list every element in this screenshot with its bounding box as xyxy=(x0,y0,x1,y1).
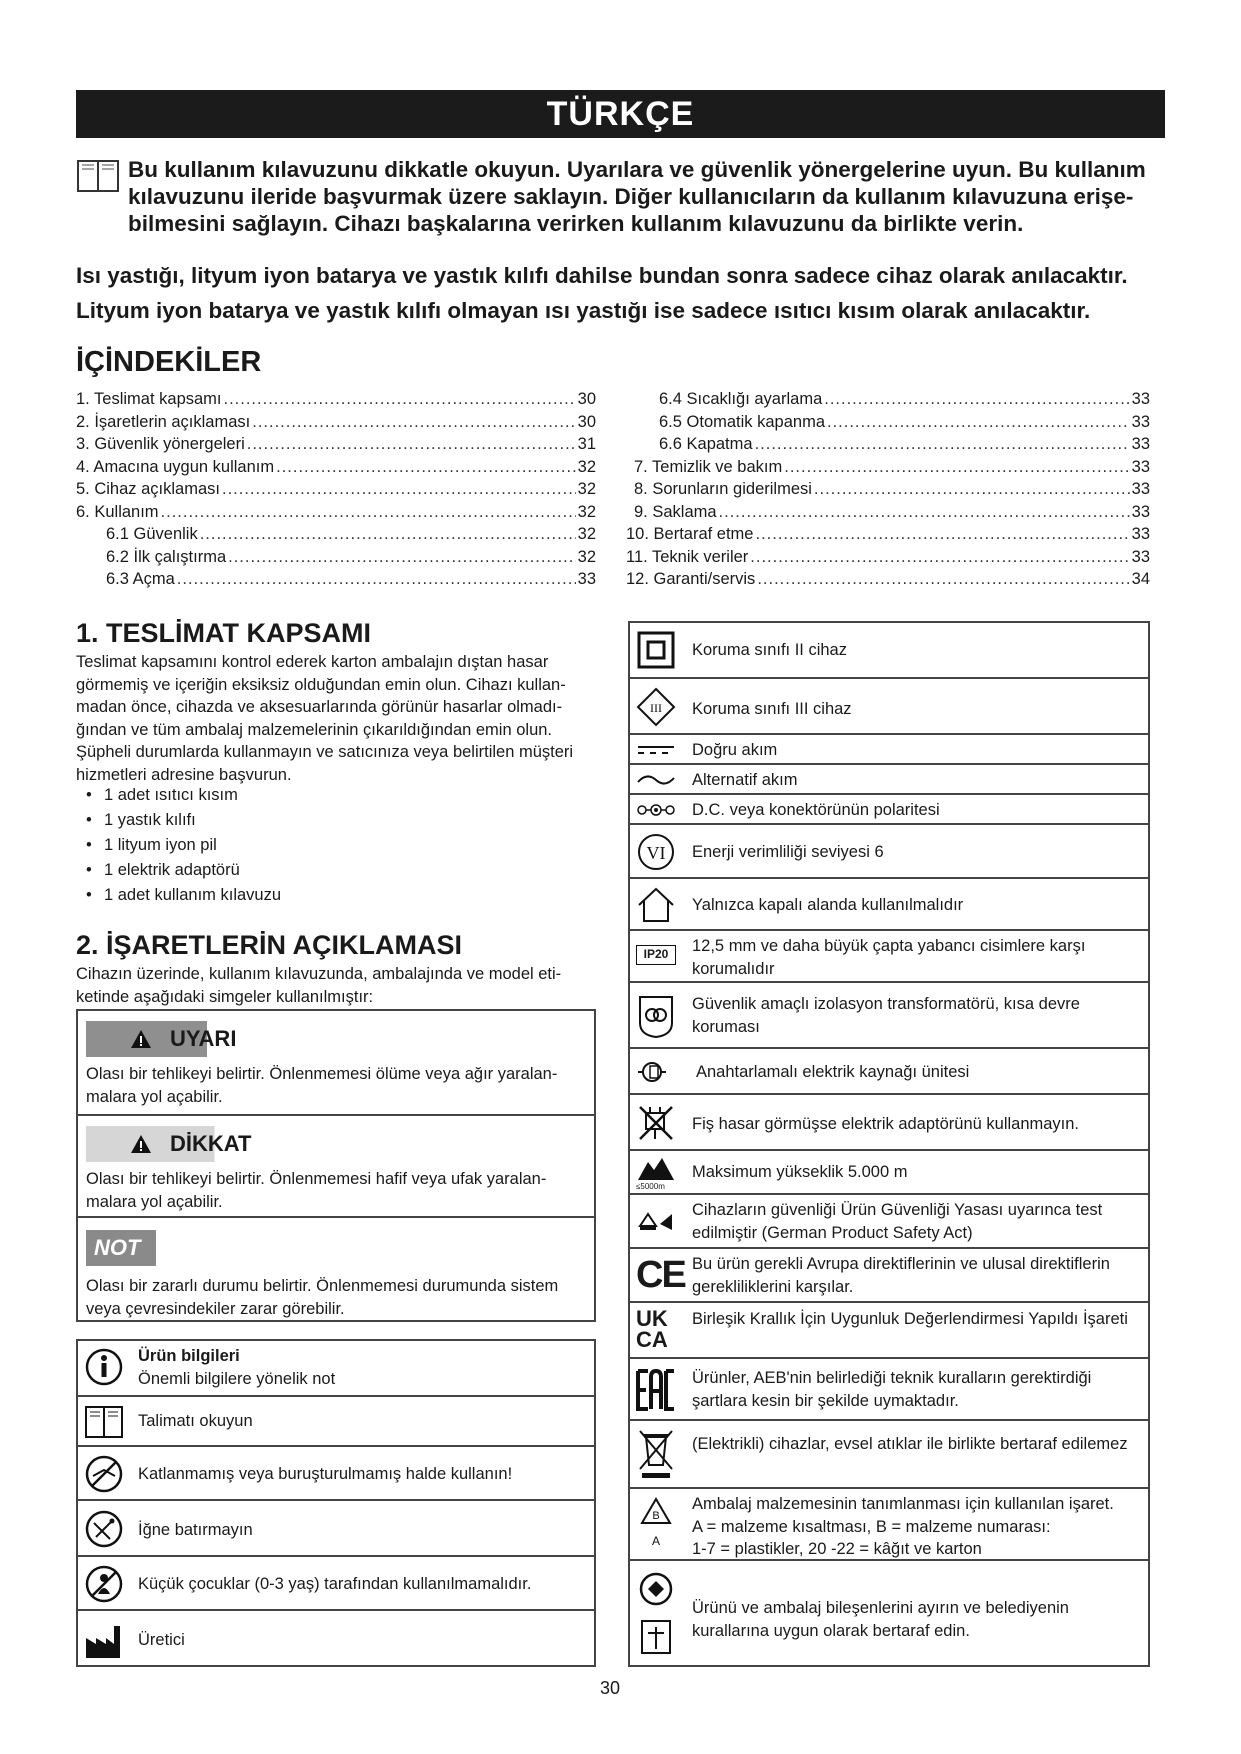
separate-disposal-icon xyxy=(636,1569,676,1659)
note-text: Olası bir zararlı durumu belirtir. Önlenmemesi durumunda sistem veya çevresindekiler zarar görebilir. xyxy=(86,1277,559,1318)
symbol-row-smps xyxy=(630,1047,1148,1093)
symbol-row-transformer xyxy=(630,981,1148,1047)
intro-block xyxy=(76,156,1165,237)
delivery-list-item: • 1 elektrik adaptörü xyxy=(86,858,281,883)
svg-text:A: A xyxy=(651,1534,661,1548)
damaged-text: Fiş hasar görmüşse elektrik adaptörünü kullanmayın. xyxy=(692,1115,1080,1133)
info-title: Ürün bilgileri xyxy=(138,1347,240,1365)
polarity-text: D.C. veya konektörünün polaritesi xyxy=(692,801,940,819)
intro-text: Bu kullanım kılavuzunu dikkatle okuyun. Uyarılara ve güvenlik yönergelerine uyun. Bu kullanım kılavuzunu ileride başvurmak üzere saklayın. Diğer kullanıcıların da kullanım kılavuzuna erişe-bilmesini sağlayın. Cihazı başkalarına verirken kullanım kılavuzunu da birlikte verin. xyxy=(128,157,1146,236)
altitude-mountain-icon xyxy=(636,1154,676,1182)
caution-label xyxy=(86,1126,278,1162)
toc-entry xyxy=(626,478,1150,501)
toc-leader-dots xyxy=(161,501,576,524)
section1-text: Teslimat kapsamını kontrol ederek karton ambalajın dıştan hasar görmemiş ve içeriğin eksiksiz olduğundan emin olun. Cihazı kullan-madan önce, cihazda ve aksesuarlarında görünür hasarlar olmadı-ğından ve tüm ambalaj malzemelerinin çıkarıldığından emin olun. Şüpheli durumlarda kullanmayın ve satıcınıza veya belirtilen müşteri hizmetleri adresine başvurun. xyxy=(76,653,574,784)
polarity-icon xyxy=(636,800,676,820)
altitude-label: ≤5000m xyxy=(636,1182,665,1191)
weee-text: (Elektrikli) cihazlar, evsel atıklar ile birlikte bertaraf edilemez xyxy=(692,1435,1128,1453)
no-fold-icon xyxy=(84,1454,124,1494)
toc-entry-page: 32 xyxy=(577,547,596,566)
symbol-row-read xyxy=(78,1395,594,1445)
toc-entry-label: 5. Cihaz açıklaması xyxy=(76,480,220,498)
protection-class-2-icon xyxy=(636,630,676,670)
caution-section xyxy=(78,1114,594,1216)
toc-entry-label: 6.5 Otomatik kapanma xyxy=(659,412,825,431)
toc-entry xyxy=(626,501,1150,524)
toc-leader-dots xyxy=(827,411,1130,434)
gs-mark-icon xyxy=(636,1204,676,1238)
recycling-line-a: A = malzeme kısaltması, B = malzeme numarası: xyxy=(692,1517,1051,1536)
toc-entry-page: 33 xyxy=(1131,435,1150,453)
toc-leader-dots xyxy=(824,388,1129,411)
toc-entry xyxy=(76,456,596,479)
toc-right-column xyxy=(626,388,1150,591)
symbol-row-children xyxy=(78,1555,594,1609)
toc-leader-dots xyxy=(224,388,576,411)
info-text xyxy=(138,1345,588,1390)
toc-entry-label: 2. İşaretlerin açıklaması xyxy=(76,412,251,431)
svg-text:VI: VI xyxy=(646,843,666,863)
info-subtitle: Önemli bilgilere yönelik not xyxy=(138,1369,336,1388)
toc-leader-dots xyxy=(200,523,576,546)
page-title: TÜRKÇE xyxy=(76,90,1165,138)
svg-text:B: B xyxy=(652,1510,660,1522)
factory-icon xyxy=(84,1620,124,1660)
toc-entry-page: 33 xyxy=(577,570,596,588)
eac-mark-icon xyxy=(636,1367,676,1413)
symbol-row-efficiency xyxy=(630,823,1148,877)
symbol-row-recycling xyxy=(630,1487,1148,1559)
toc-leader-dots xyxy=(750,546,1129,569)
symbol-row-polarity xyxy=(630,793,1148,823)
warning-word: UYARI xyxy=(170,1026,237,1051)
caution-word: DİKKAT xyxy=(170,1131,252,1156)
toc-entry-label: 6. Kullanım xyxy=(76,502,159,521)
toc-entry-label: 10. Bertaraf etme xyxy=(626,525,754,543)
toc-entry-page: 32 xyxy=(577,480,596,498)
crossed-bin-icon xyxy=(636,1427,676,1479)
toc-title: İÇİNDEKİLER xyxy=(76,346,262,378)
book-icon xyxy=(76,158,120,194)
book-icon xyxy=(84,1402,124,1442)
toc-left-column xyxy=(76,388,596,591)
toc-leader-dots xyxy=(719,501,1130,524)
toc-entry-page: 33 xyxy=(1131,457,1150,476)
children-text: Küçük çocuklar (0-3 yaş) tarafından kullanılmamalıdır. xyxy=(138,1575,532,1593)
efficiency-text: Enerji verimliliği seviyesi 6 xyxy=(692,843,884,861)
toc-entry-label: 7. Temizlik ve bakım xyxy=(634,457,783,476)
toc-leader-dots xyxy=(755,433,1130,456)
section2-title: 2. İŞARETLERİN AÇIKLAMASI xyxy=(76,930,463,960)
toc-entry xyxy=(76,523,596,546)
toc-entry xyxy=(626,456,1150,479)
ac-text: Alternatif akım xyxy=(692,771,798,789)
symbol-row-weee xyxy=(630,1419,1148,1487)
svg-text:III: III xyxy=(650,701,662,715)
toc-entry-label: 6.4 Sıcaklığı ayarlama xyxy=(659,390,823,408)
altitude-text: Maksimum yükseklik 5.000 m xyxy=(692,1163,908,1181)
indoor-text: Yalnızca kapalı alanda kullanılmalıdır xyxy=(692,896,964,914)
toc-entry xyxy=(76,501,596,524)
caution-triangle-icon xyxy=(130,1134,152,1154)
toc-entry-label: 1. Teslimat kapsamı xyxy=(76,390,222,408)
alternating-current-icon xyxy=(636,770,676,790)
note-section xyxy=(78,1216,594,1322)
ukca-text: Birleşik Krallık İçin Uygunluk Değerlendirmesi Yapıldı İşareti xyxy=(692,1310,1128,1328)
recycling-text xyxy=(692,1493,1142,1561)
symbol-row-fold xyxy=(78,1445,594,1499)
delivery-list xyxy=(86,783,281,908)
warning-triangle-icon xyxy=(130,1029,152,1049)
toc-leader-dots xyxy=(252,411,575,434)
toc-entry-label: 9. Saklama xyxy=(634,502,717,521)
symbol-row-info xyxy=(78,1341,594,1395)
separate-text: Ürünü ve ambalaj bileşenlerini ayırın ve belediyenin kurallarına uygun olarak bertaraf edin. xyxy=(692,1599,1069,1640)
toc-leader-dots xyxy=(228,546,576,569)
gs-text: Cihazların güvenliği Ürün Güvenliği Yasası uyarınca test edilmiştir (German Product Safety Act) xyxy=(692,1201,1103,1242)
toc-entry-page: 33 xyxy=(1131,502,1150,521)
ip20-text: 12,5 mm ve daha büyük çapta yabancı cisimlere karşı korumalıdır xyxy=(692,937,1086,978)
toc-entry xyxy=(76,478,596,501)
symbol-row-class2 xyxy=(630,623,1148,677)
damaged-plug-icon xyxy=(636,1103,676,1143)
delivery-list-item: • 1 adet ısıtıcı kısım xyxy=(86,783,281,808)
protection-class-3-icon xyxy=(636,687,676,727)
transformer-text: Güvenlik amaçlı izolasyon transformatörü, kısa devre koruması xyxy=(692,995,1080,1036)
toc-entry-page: 33 xyxy=(1131,525,1150,543)
caution-text: Olası bir tehlikeyi belirtir. Önlenmemesi hafif veya ufak yaralan-malara yol açabilir. xyxy=(86,1170,547,1211)
toc-entry-page: 34 xyxy=(1131,570,1150,588)
toc-leader-dots xyxy=(755,523,1129,546)
toc-entry-page: 30 xyxy=(577,390,596,408)
toc-entry-page: 33 xyxy=(1131,480,1150,498)
toc-leader-dots xyxy=(247,433,576,456)
toc-entry xyxy=(76,433,596,456)
class3-text: Koruma sınıfı III cihaz xyxy=(692,700,852,718)
ce-text: Bu ürün gerekli Avrupa direktiflerinin ve ulusal direktiflerin gerekliliklerini karşılar. xyxy=(692,1255,1110,1296)
toc-entry xyxy=(626,388,1150,411)
toc-entry xyxy=(76,568,596,591)
toc-entry xyxy=(76,546,596,569)
manufacturer-text: Üretici xyxy=(138,1631,185,1649)
delivery-list-item: • 1 lityum iyon pil xyxy=(86,833,281,858)
symbol-row-damaged xyxy=(630,1093,1148,1149)
toc-entry xyxy=(626,546,1150,569)
toc-entry-label: 4. Amacına uygun kullanım xyxy=(76,457,275,476)
toc-entry-label: 3. Güvenlik yönergeleri xyxy=(76,435,245,453)
toc-entry-label: 11. Teknik veriler xyxy=(626,547,749,566)
toc-entry-page: 32 xyxy=(577,502,596,521)
no-children-icon xyxy=(84,1564,124,1604)
symbol-row-ip20 xyxy=(630,929,1148,981)
symbol-row-class3 xyxy=(630,677,1148,733)
toc-entry-page: 32 xyxy=(577,457,596,476)
info-icon xyxy=(84,1347,124,1387)
section1-title: 1. TESLİMAT KAPSAMI xyxy=(76,618,372,648)
toc-entry xyxy=(626,523,1150,546)
fold-text: Katlanmamış veya buruşturulmamış halde kullanın! xyxy=(138,1465,513,1483)
signal-word-box xyxy=(76,1009,596,1322)
toc-entry-page: 32 xyxy=(577,525,596,543)
toc-entry xyxy=(76,388,596,411)
class2-text: Koruma sınıfı II cihaz xyxy=(692,641,847,659)
toc-leader-dots xyxy=(177,568,576,591)
ce-mark-icon: CE xyxy=(636,1254,685,1296)
read-text: Talimatı okuyun xyxy=(138,1412,253,1430)
ip20-badge: IP20 xyxy=(636,945,676,965)
toc-entry-page: 33 xyxy=(1131,412,1150,431)
toc-entry-label: 6.2 İlk çalıştırma xyxy=(106,547,227,566)
toc-entry-label: 8. Sorunların giderilmesi xyxy=(634,480,812,498)
delivery-list-item: • 1 adet kullanım kılavuzu xyxy=(86,883,281,908)
toc-leader-dots xyxy=(276,456,576,479)
symbol-row-gs xyxy=(630,1193,1148,1247)
recycling-code-icon xyxy=(636,1495,676,1553)
note-label: NOT xyxy=(86,1230,156,1266)
symbol-row-indoor xyxy=(630,877,1148,929)
pins-text: İğne batırmayın xyxy=(138,1521,253,1539)
warning-section xyxy=(78,1011,594,1114)
symbol-row-dc xyxy=(630,733,1148,763)
toc-entry-label: 6.6 Kapatma xyxy=(659,435,753,453)
toc-entry-label: 6.1 Güvenlik xyxy=(106,525,198,543)
symbol-row-altitude xyxy=(630,1149,1148,1193)
right-symbol-table xyxy=(628,621,1150,1667)
toc-leader-dots xyxy=(814,478,1130,501)
dc-text: Doğru akım xyxy=(692,741,778,759)
naming-line-2: Lityum iyon batarya ve yastık kılıfı olmayan ısı yastığı ise sadece ısıtıcı kısım olarak anılacaktır. xyxy=(76,298,1091,323)
naming-line-1: Isı yastığı, lityum iyon batarya ve yastık kılıfı dahilse bundan sonra sadece cihaz olarak anılacaktır. xyxy=(76,263,1128,288)
toc-entry-label: 6.3 Açma xyxy=(106,570,175,588)
no-pins-icon xyxy=(84,1509,124,1549)
page-number: 30 xyxy=(600,1678,621,1698)
ukca-mark-icon: UK CA xyxy=(636,1306,668,1352)
section2-text: Cihazın üzerinde, kullanım kılavuzunda, ambalajında ve model eti-ketinde aşağıdaki simgeler kullanılmıştır: xyxy=(76,965,562,1006)
smps-text: Anahtarlamalı elektrik kaynağı ünitesi xyxy=(696,1063,970,1081)
delivery-list-item: • 1 yastık kılıfı xyxy=(86,808,281,833)
symbol-row-ac xyxy=(630,763,1148,793)
toc-entry-page: 31 xyxy=(577,435,596,453)
toc-entry xyxy=(626,568,1150,591)
toc-entry xyxy=(76,411,596,434)
toc-entry-label: 12. Garanti/servis xyxy=(626,570,756,588)
left-symbol-table xyxy=(76,1339,596,1667)
direct-current-icon xyxy=(636,740,676,760)
toc-leader-dots xyxy=(784,456,1129,479)
toc-leader-dots xyxy=(222,478,576,501)
toc-entry-page: 30 xyxy=(577,412,596,431)
warning-text: Olası bir tehlikeyi belirtir. Önlenmemesi ölüme veya ağır yaralan-malara yol açabilir. xyxy=(86,1065,558,1106)
symbol-row-ce xyxy=(630,1247,1148,1301)
toc-entry xyxy=(626,433,1150,456)
symbol-row-eac xyxy=(630,1357,1148,1419)
symbol-row-separate xyxy=(630,1559,1148,1667)
switch-mode-psu-icon xyxy=(636,1054,676,1090)
recycling-title: Ambalaj malzemesinin tanımlanması için kullanılan işaret. xyxy=(692,1495,1114,1513)
symbol-row-pins xyxy=(78,1499,594,1555)
recycling-line-b: 1-7 = plastikler, 20 -22 = kâğıt ve karton xyxy=(692,1540,982,1558)
efficiency-vi-icon xyxy=(636,832,676,872)
toc-entry-page: 33 xyxy=(1131,547,1150,566)
transformer-icon xyxy=(636,993,676,1039)
toc-leader-dots xyxy=(757,568,1129,591)
symbol-row-ukca xyxy=(630,1301,1148,1357)
warning-label xyxy=(86,1021,278,1057)
toc-entry xyxy=(626,411,1150,434)
symbol-row-manufacturer xyxy=(78,1609,594,1667)
eac-text: Ürünler, AEB'nin belirlediği teknik kuralların gerektirdiği şartlara kesin bir şekilde uymaktadır. xyxy=(692,1369,1092,1410)
toc-entry-page: 33 xyxy=(1131,390,1150,408)
indoor-house-icon xyxy=(636,885,676,925)
naming-block xyxy=(76,258,1165,328)
